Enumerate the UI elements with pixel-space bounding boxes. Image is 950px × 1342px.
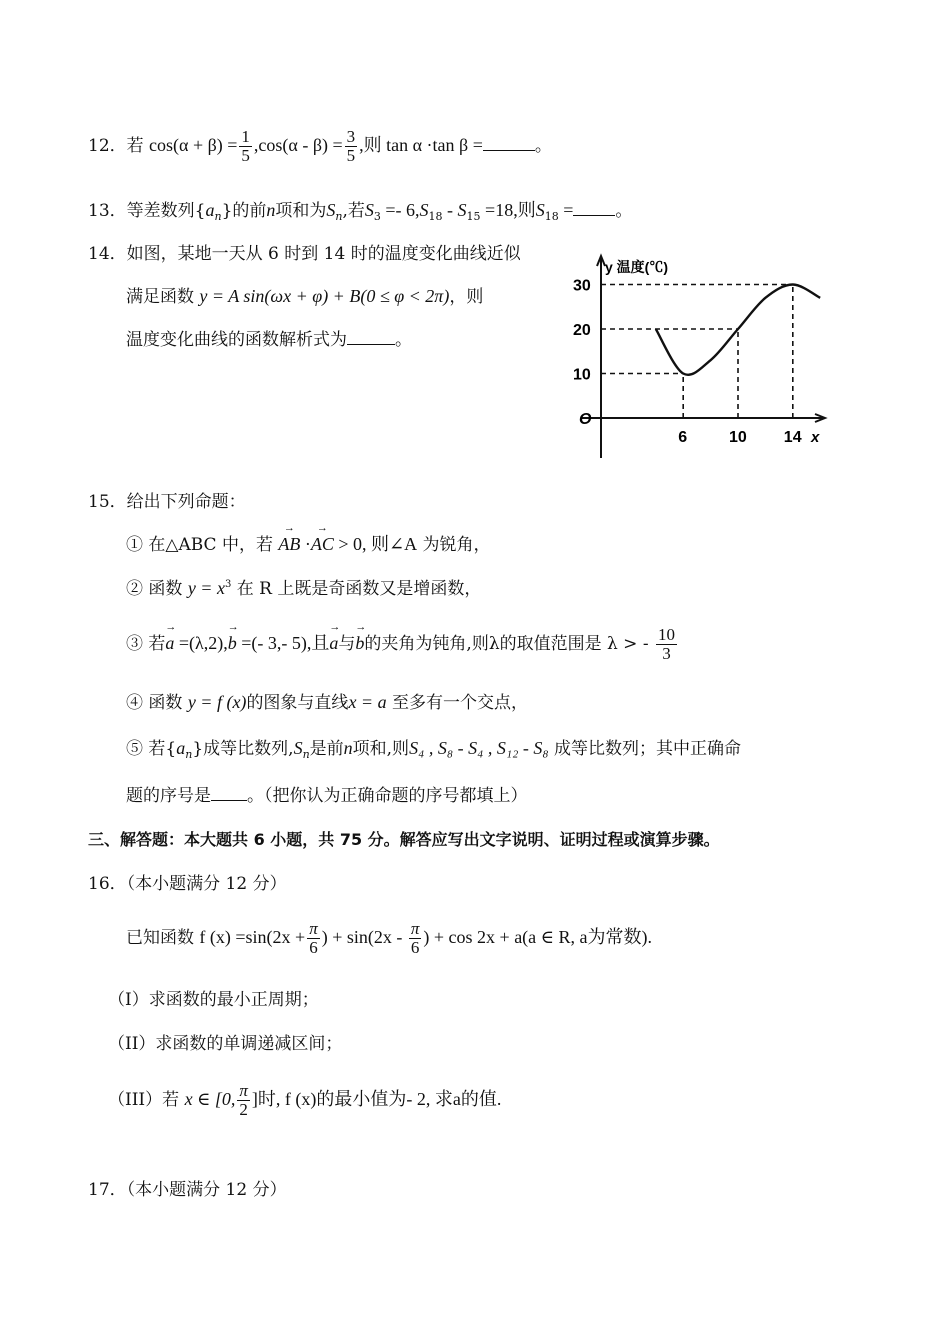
q16-part3-frac-den: 2 — [239, 1099, 248, 1119]
q16-part3-a: （III）若 — [108, 1089, 185, 1110]
q13-S18: S — [419, 200, 429, 220]
q13-text-e: =- 6, — [380, 200, 420, 220]
q15-p3-a: ③ 若 — [126, 633, 166, 654]
q15-p1-c: 为锐角， — [417, 535, 491, 555]
q16-frac2 — [409, 920, 422, 957]
q15-p5-b: }成等比数列, — [192, 739, 294, 759]
q15-p3-frac-den: 3 — [662, 643, 671, 663]
q16-mid: ) + sin(2x - — [321, 926, 407, 947]
q15-p4-math2: x = a — [348, 692, 387, 712]
q13-answer-blank — [573, 201, 615, 216]
q13-text-f: - — [442, 200, 458, 220]
q13-S3: S — [364, 200, 374, 220]
q12-frac1-num: 1 — [241, 127, 250, 146]
q14-line2-b: ，则 — [449, 287, 484, 307]
q15-p2 — [126, 578, 481, 600]
q15-p5-S: S — [293, 738, 303, 758]
q12-frac1-den: 5 — [241, 145, 250, 165]
q16-score: （本小题满分 12 分） — [126, 874, 287, 894]
q13-end: 。 — [615, 201, 633, 221]
q12-answer-blank — [483, 136, 535, 151]
q15-p3 — [126, 626, 679, 663]
q14-number: 14． — [88, 244, 127, 264]
q15-p5-a: ⑤ 若{ — [126, 739, 177, 759]
q16-intro: 已知函数 — [126, 927, 200, 948]
q15-p4-math: y = f (x) — [187, 692, 247, 712]
q12-line — [88, 128, 552, 165]
q15-p1-vec-AC: → AC — [311, 534, 334, 556]
q15-p1 — [126, 534, 491, 556]
q13-S15-sub: 15 — [466, 210, 481, 223]
q15-p1-b: > 0, 则∠A — [333, 534, 418, 554]
q15-p3-d: 与 — [338, 633, 356, 654]
q15-p1-dot: · — [300, 534, 311, 554]
q12-number: 12． — [88, 135, 127, 156]
q12-frac2 — [345, 128, 358, 165]
y-axis-label: y 温度(℃) — [605, 259, 668, 275]
q15-last-a: 题的序号是 — [126, 786, 211, 806]
q15-p2-a: ② 函数 — [126, 579, 188, 599]
q12-frac2-num: 3 — [346, 127, 356, 146]
y-tick-label: 30 — [573, 277, 591, 295]
q13-text-d: ,若 — [342, 201, 365, 221]
q13-n: n — [266, 200, 276, 220]
q15-last — [126, 786, 528, 806]
x-tick-label: 10 — [729, 429, 747, 446]
q15-p5-e: 项和,则 — [352, 739, 410, 759]
q14-line2-a: 满足函数 — [126, 287, 200, 307]
q15-answer-blank — [211, 786, 247, 801]
q13-text-c: 项和为 — [275, 201, 327, 221]
q16-tail: ) + cos 2x + a(a ∈ R, a为常数). — [423, 926, 652, 947]
q15-p4-b: 的图象与直线 — [246, 693, 349, 713]
q16-frac2-den: 6 — [410, 937, 420, 957]
q15-p4-a: ④ 函数 — [126, 693, 188, 713]
q14-line1-text: 如图，某地一天从 6 时到 14 时的温度变化曲线近似 — [126, 244, 521, 264]
q13-line — [88, 200, 632, 223]
q15-p5-S-sub: n — [302, 748, 310, 761]
q15-p2-exp: 3 — [224, 579, 232, 590]
q15-p5-seq: S₄ , S₈ - S₄ , S₁₂ - S₈ — [409, 738, 549, 758]
q16-frac2-num: π — [410, 919, 420, 938]
q13-S18b-sub: 18 — [544, 210, 559, 223]
q17-number: 17． — [88, 1180, 127, 1200]
q15-p5 — [126, 738, 741, 761]
x-axis-label: x — [811, 429, 820, 446]
q15-p3-frac-num: 10 — [657, 625, 675, 644]
q15-number: 15． — [88, 492, 127, 512]
q13-S18-sub: 18 — [428, 210, 443, 223]
x-tick-label: 14 — [783, 429, 802, 446]
q14-line1 — [88, 244, 521, 264]
q15-p3-frac — [656, 626, 677, 663]
q13-n-sub: n — [214, 210, 222, 223]
q16-part3-frac-num: π — [239, 1081, 248, 1100]
q15-p3-vec-b: → b — [228, 633, 237, 655]
q15-p3-vec-a2: → a — [329, 633, 338, 655]
q14-line3 — [126, 330, 412, 350]
q15-p2-b: 在 R 上既是奇函数又是增函数， — [231, 579, 482, 599]
q15-p5-a2: a — [176, 738, 186, 758]
q15-p4-c: 至多有一个交点， — [386, 693, 528, 713]
q17-score: （本小题满分 12 分） — [126, 1180, 287, 1200]
q16-function — [126, 920, 652, 957]
q13-number: 13． — [88, 201, 127, 221]
q15-last-b: 。（把你认为正确命题的序号都填上） — [247, 786, 528, 806]
q12-frac1 — [239, 128, 252, 165]
origin-label: O — [579, 411, 592, 428]
q15-title: 给出下列命题： — [126, 492, 246, 512]
q16-part3-frac — [237, 1082, 250, 1119]
q14-end: 。 — [395, 330, 412, 350]
q12-frac2-den: 5 — [346, 145, 356, 165]
q13-text-a: 等差数列{ — [126, 201, 206, 221]
q15-p5-c: 是前 — [309, 739, 344, 759]
section3-title: 三、解答题：本大题共 6 小题，共 75 分。解答应写出文字说明、证明过程或演算步骤。 — [88, 830, 720, 849]
q13-S-sub: n — [335, 210, 343, 223]
q16-part3-math: x ∈ [0, — [184, 1088, 236, 1109]
q13-S: S — [326, 200, 336, 220]
q15-p3-vec-b2: → b — [355, 633, 364, 655]
q14-line2 — [126, 286, 483, 308]
q15-p2-math: y = x — [187, 578, 225, 598]
q12-tail: ,则 tan α ·tan β = — [359, 134, 483, 155]
q12-cos-diff: ,cos(α - β) = — [253, 134, 343, 155]
q15-p4 — [126, 692, 528, 714]
q17-header — [88, 1180, 287, 1200]
q15-p3-e: 的夹角为钝角,则λ的取值范围是 λ > - — [364, 633, 654, 654]
q13-S3-sub: 3 — [373, 210, 381, 223]
q15-p3-c: =(- 3,- 5),且 — [236, 632, 330, 653]
q16-number: 16． — [88, 874, 127, 894]
q15-p5-n: n — [185, 748, 193, 761]
q15-title-line — [88, 492, 246, 512]
q16-frac1-den: 6 — [309, 937, 318, 957]
q15-p1-vec-AB: → AB — [278, 534, 300, 556]
q13-S15: S — [457, 200, 467, 220]
q13-S18b: S — [535, 200, 545, 220]
q15-p5-d: n — [343, 738, 353, 758]
q13-a: a — [205, 200, 215, 220]
q14-line3-text: 温度变化曲线的函数解析式为 — [126, 330, 347, 350]
q16-part2: （II）求函数的单调递减区间； — [108, 1034, 343, 1054]
q16-part3-b: ]时, f (x)的最小值为- 2, 求a的值. — [251, 1088, 502, 1109]
q16-f: f (x) =sin(2x + — [199, 926, 306, 947]
q16-header — [88, 874, 287, 894]
q16-frac1 — [307, 920, 320, 957]
q15-p3-b: =(λ,2), — [174, 632, 228, 653]
q12-pre: 若 — [126, 135, 144, 156]
q13-text-g: =18,则 — [480, 200, 536, 220]
q14-formula: y = A sin(ωx + φ) + B(0 ≤ φ < 2π) — [199, 286, 450, 306]
q16-frac1-num: π — [309, 919, 318, 938]
q16-part3 — [108, 1082, 501, 1119]
q16-part1: （I）求函数的最小正周期； — [108, 990, 319, 1010]
q15-p1-a: ① 在△ABC 中，若 — [126, 535, 279, 555]
q12-cos-sum: cos(α + β) = — [149, 134, 238, 155]
q12-end: 。 — [534, 135, 552, 156]
y-tick-label: 10 — [573, 366, 591, 384]
q13-text-h: = — [558, 200, 574, 220]
q15-p3-vec-a: → a — [165, 633, 174, 655]
x-tick-label: 6 — [678, 429, 688, 446]
q15-p5-f: 成等比数列；其中正确命 — [548, 739, 742, 759]
temperature-chart — [565, 250, 835, 465]
q13-text-b: }的前 — [221, 201, 267, 221]
y-tick-label: 20 — [573, 322, 591, 339]
q14-answer-blank — [347, 330, 395, 345]
